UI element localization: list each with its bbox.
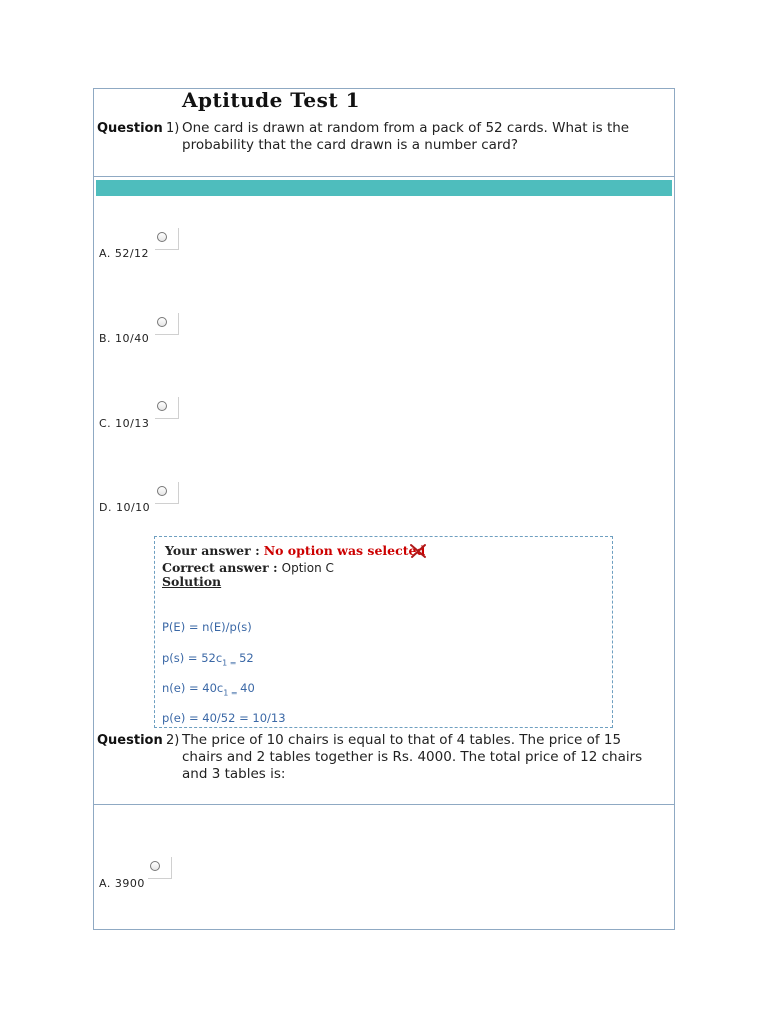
question-text-line: The price of 10 chairs is equal to that of 4 tables. The price of 15 <box>182 732 622 748</box>
option-d-radio[interactable] <box>155 482 179 504</box>
solution-text: 52 <box>239 651 254 665</box>
radio-icon <box>157 486 167 496</box>
question-text-line: and 3 tables is: <box>182 766 286 782</box>
option-a-radio[interactable] <box>155 228 179 250</box>
option-b-label: B. 10/40 <box>99 332 150 345</box>
question-text-line: chairs and 2 tables together is Rs. 4000. The total price of 12 chairs <box>182 749 643 765</box>
option-a-radio[interactable] <box>148 857 172 879</box>
question-label: Question <box>97 121 163 136</box>
solution-text: p(s) = 52c <box>162 651 223 665</box>
option-c-radio[interactable] <box>155 397 179 419</box>
divider <box>93 804 675 805</box>
solution-text: n(e) = 40c <box>162 681 224 695</box>
option-b-radio[interactable] <box>155 313 179 335</box>
radio-icon <box>157 232 167 242</box>
solution-line: P(E) = n(E)/p(s) <box>162 620 252 634</box>
option-a-label: A. 3900 <box>99 877 145 890</box>
your-answer-value: No option was selected <box>263 543 426 558</box>
radio-icon <box>157 401 167 411</box>
correct-answer-label: Correct answer : <box>162 560 278 575</box>
solution-subscript: 1 = <box>222 658 240 668</box>
solution-heading: Solution <box>162 574 222 589</box>
question-number: 1) <box>166 121 180 136</box>
cross-icon <box>409 543 427 559</box>
solution-line: p(e) = 40/52 = 10/13 <box>162 711 286 725</box>
question-number: 2) <box>166 733 180 748</box>
option-a-label: A. 52/12 <box>99 247 150 260</box>
solution-line <box>162 681 255 697</box>
your-answer-label: Your answer : <box>165 543 260 558</box>
question-text-line: One card is drawn at random from a pack of 52 cards. What is the <box>182 120 630 136</box>
solution-text: 40 <box>240 681 255 695</box>
radio-icon <box>157 317 167 327</box>
correct-answer-row <box>162 560 334 575</box>
option-c-label: C. 10/13 <box>99 417 150 430</box>
divider <box>93 176 675 177</box>
radio-icon <box>150 861 160 871</box>
solution-line <box>162 651 254 667</box>
question-text-line: probability that the card drawn is a number card? <box>182 137 518 153</box>
page-title: Aptitude Test 1 <box>182 88 360 112</box>
solution-subscript: 1 = <box>223 688 241 698</box>
question-label: Question <box>97 733 163 748</box>
your-answer-row <box>165 543 425 558</box>
correct-answer-value: Option C <box>281 561 334 575</box>
option-d-label: D. 10/10 <box>99 501 151 514</box>
teal-header-bar <box>96 180 672 196</box>
